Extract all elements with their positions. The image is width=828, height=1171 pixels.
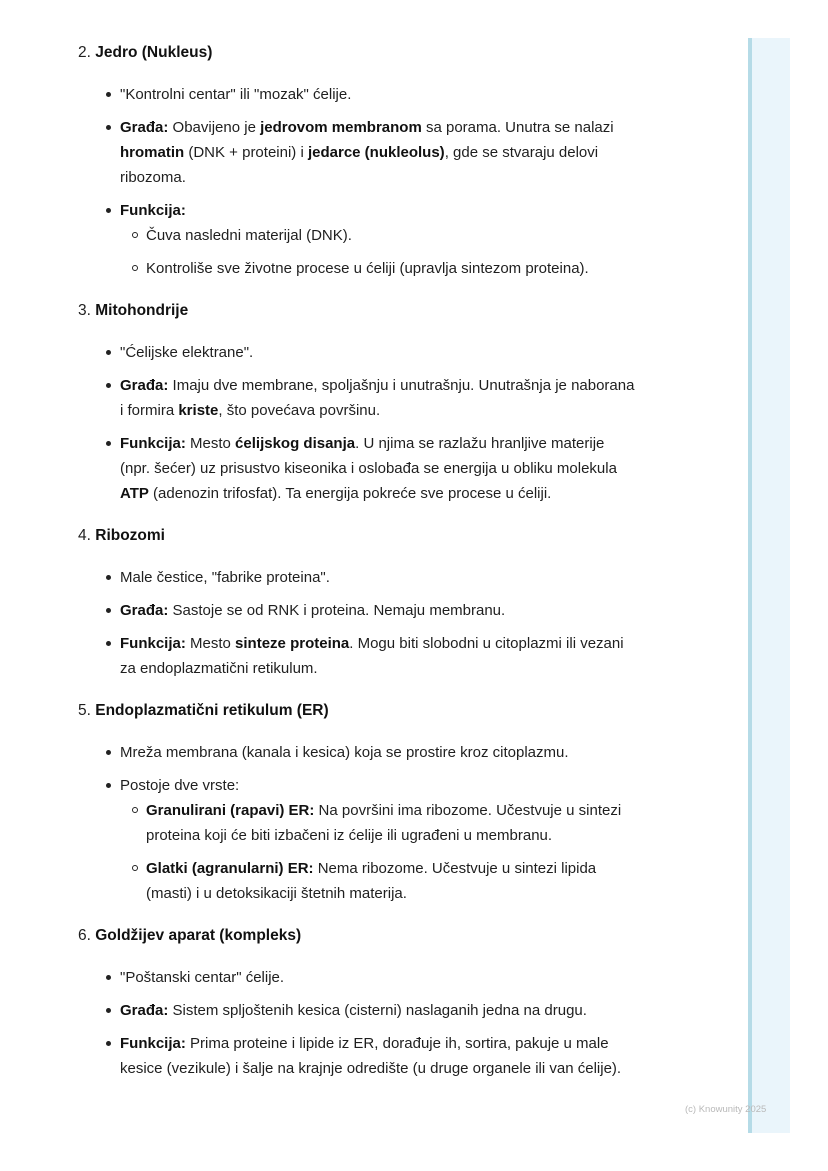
sub-list — [120, 223, 638, 281]
bullet-list — [78, 740, 638, 906]
bold-text: Glatki (agranularni) ER: — [146, 860, 314, 877]
text: sa porama. Unutra se nalazi — [421, 119, 614, 136]
section-title: Ribozomi — [95, 527, 165, 544]
bold-text: Funkcija: — [120, 435, 186, 452]
bold-text: jedarce (nukleolus) — [307, 144, 445, 161]
bold-text: hromatin — [120, 144, 185, 161]
text: Čuva nasledni materijal (DNK). — [146, 227, 352, 244]
section-heading — [78, 523, 638, 548]
section-3 — [78, 298, 638, 506]
bold-text: Građa: — [120, 119, 169, 136]
text: "Poštanski centar" ćelije. — [120, 969, 285, 986]
text: Sistem spljoštenih kesica (cisterni) naslaganih jedna na drugu. — [168, 1002, 587, 1019]
list-item — [120, 340, 638, 365]
section-number: 6. — [78, 927, 91, 944]
bold-text: Građa: — [120, 377, 169, 394]
sub-list-item — [146, 223, 638, 248]
section-number: 5. — [78, 702, 91, 719]
bullet-list — [78, 565, 638, 681]
section-title: Endoplazmatični retikulum (ER) — [95, 702, 329, 719]
list-item — [120, 998, 638, 1023]
list-item — [120, 82, 638, 107]
bold-text: ATP — [120, 485, 149, 502]
sub-list — [120, 798, 638, 906]
list-item — [120, 740, 638, 765]
list-item — [120, 198, 638, 281]
sub-list-item — [146, 256, 638, 281]
text: Mreža membrana (kanala i kesica) koja se prostire kroz citoplazmu. — [120, 744, 569, 761]
text: Prima proteine i lipide iz ER, dorađuje ih, sortira, pakuje u male kesice (vezikule) i šalje na krajnje odredište (u druge organele ili van ćelije). — [120, 1035, 622, 1077]
text: "Ćelijske elektrane". — [120, 344, 254, 361]
list-item — [120, 631, 638, 681]
section-heading — [78, 40, 638, 65]
section-4 — [78, 523, 638, 681]
bold-text: Funkcija: — [120, 635, 186, 652]
text: Obavijeno je — [168, 119, 261, 136]
section-number: 3. — [78, 302, 91, 319]
sub-list-item — [146, 856, 638, 906]
bold-text: Građa: — [120, 1002, 169, 1019]
text: . U njima se razlažu hranljive materije (npr. šećer) uz prisustvo kiseonika i oslobađa se energija u obliku molekula — [120, 435, 617, 477]
section-5 — [78, 698, 638, 906]
text: (DNK + proteini) i — [184, 144, 308, 161]
text: . Mogu biti slobodni u citoplazmi ili vezani za endoplazmatični retikulum. — [120, 635, 624, 677]
list-item — [120, 373, 638, 423]
list-item — [120, 431, 638, 506]
bold-text: Funkcija: — [120, 202, 186, 219]
list-item — [120, 1031, 638, 1081]
document-body — [78, 40, 638, 1098]
section-title: Mitohondrije — [95, 302, 189, 319]
text: Mesto — [185, 435, 236, 452]
text: (adenozin trifosfat). Ta energija pokreće sve procese u ćeliji. — [148, 485, 552, 502]
list-item — [120, 598, 638, 623]
text: "Kontrolni centar" ili "mozak" ćelije. — [120, 86, 352, 103]
list-item — [120, 773, 638, 906]
section-title: Jedro (Nukleus) — [95, 44, 213, 61]
bold-text: Funkcija: — [120, 1035, 186, 1052]
bullet-list — [78, 82, 638, 281]
bold-text: Granulirani (rapavi) ER: — [146, 802, 315, 819]
watermark: (c) Knowunity 2025 — [685, 1104, 767, 1115]
text: , gde se stvaraju delovi ribozoma. — [120, 144, 599, 186]
text: Nema ribozome. Učestvuje u sintezi lipida (masti) i u detoksikaciji štetnih materija. — [146, 860, 597, 902]
section-number: 4. — [78, 527, 91, 544]
text: , što povećava površinu. — [218, 402, 381, 419]
section-6 — [78, 923, 638, 1081]
text: Sastoje se od RNK i proteina. Nemaju membranu. — [168, 602, 506, 619]
bold-text: sinteze proteina — [235, 635, 350, 652]
list-item — [120, 565, 638, 590]
text: Imaju dve membrane, spoljašnju i unutrašnju. Unutrašnja je naborana i formira — [120, 377, 635, 419]
section-heading — [78, 923, 638, 948]
sub-list-item — [146, 798, 638, 848]
text: Postoje dve vrste: — [120, 777, 240, 794]
list-item — [120, 115, 638, 190]
list-item — [120, 965, 638, 990]
text: Mesto — [185, 635, 236, 652]
side-panel — [748, 38, 790, 1133]
bullet-list — [78, 965, 638, 1081]
section-number: 2. — [78, 44, 91, 61]
text: Na površini ima ribozome. Učestvuje u sintezi proteina koji će biti izbačeni iz ćelije ili ugrađeni u membranu. — [146, 802, 622, 844]
text: Kontroliše sve životne procese u ćeliji (upravlja sintezom proteina). — [146, 260, 589, 277]
bold-text: Građa: — [120, 602, 169, 619]
section-2 — [78, 40, 638, 281]
section-heading — [78, 698, 638, 723]
text: Male čestice, "fabrike proteina". — [120, 569, 330, 586]
bold-text: kriste — [178, 402, 219, 419]
bullet-list — [78, 340, 638, 506]
bold-text: ćelijskog disanja — [235, 435, 356, 452]
bold-text: jedrovom membranom — [260, 119, 422, 136]
section-title: Goldžijev aparat (kompleks) — [95, 927, 302, 944]
section-heading — [78, 298, 638, 323]
